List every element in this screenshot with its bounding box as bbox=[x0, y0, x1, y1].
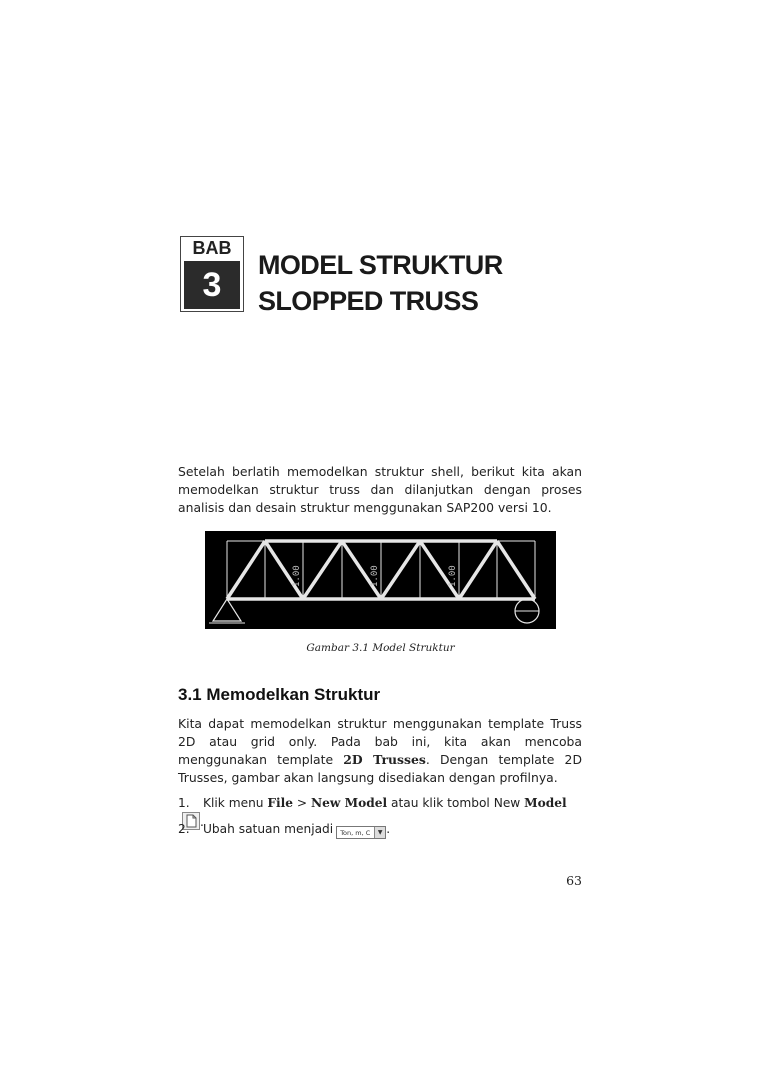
section-heading: 3.1 Memodelkan Struktur bbox=[178, 685, 381, 704]
member-label: 1.00 bbox=[448, 565, 458, 587]
step-text: atau klik tombol New bbox=[387, 796, 525, 810]
step-text: Klik menu bbox=[203, 796, 268, 810]
diagonal-member bbox=[497, 541, 535, 599]
member-label: 1.00 bbox=[292, 565, 302, 587]
unit-select-value: Ton, m, C bbox=[340, 829, 371, 837]
step-text: Ubah satuan menjadi bbox=[203, 822, 334, 836]
new-model-ref: New Model bbox=[311, 796, 388, 810]
step-number: 2. bbox=[178, 822, 190, 836]
section-paragraph-text: Kita dapat memodelkan struktur menggunakan template Truss 2D atau grid only. Pada bab ini, kita akan mencoba menggunakan template bbox=[178, 716, 582, 767]
intro-paragraph: Setelah berlatih memodelkan struktur shell, berikut kita akan memodelkan struktur truss dan dilanjutkan dengan proses analisis dan desain struktur menggunakan SAP200 versi 10. bbox=[178, 464, 582, 515]
page-number: 63 bbox=[566, 873, 582, 888]
section-paragraph bbox=[178, 715, 582, 787]
chapter-title-line-1: MODEL STRUKTUR bbox=[258, 250, 503, 280]
chapter-badge bbox=[180, 236, 244, 312]
step-2 bbox=[178, 820, 582, 839]
chevron-down-icon: ▼ bbox=[374, 827, 385, 838]
chapter-title bbox=[258, 247, 503, 319]
truss-model-figure bbox=[205, 531, 556, 629]
diagonal-member bbox=[381, 541, 420, 599]
template-name: 2D Trusses bbox=[343, 752, 426, 767]
step-number: 1. bbox=[178, 796, 190, 810]
file-menu-ref: File bbox=[267, 796, 294, 810]
pin-support-left bbox=[213, 599, 241, 621]
chapter-badge-number: 3 bbox=[184, 261, 240, 309]
diagonal-member bbox=[227, 541, 265, 599]
figure-caption: Gambar 3.1 Model Struktur bbox=[306, 642, 455, 654]
diagonal-member bbox=[303, 541, 342, 599]
menu-separator: > bbox=[293, 796, 312, 810]
section-paragraph-text-end: . Dengan template 2D Trusses, gambar akan langsung disediakan dengan profilnya. bbox=[178, 752, 582, 785]
chapter-badge-label: BAB bbox=[192, 238, 232, 258]
member-label: 1.00 bbox=[370, 565, 380, 587]
model-ref: Model bbox=[524, 796, 567, 810]
unit-select bbox=[336, 826, 386, 839]
chapter-title-line-2: SLOPPED TRUSS bbox=[258, 286, 479, 316]
diagonal-member bbox=[459, 541, 497, 599]
step-end: . bbox=[386, 822, 391, 836]
step-end: . bbox=[200, 815, 204, 829]
truss-diagram bbox=[205, 531, 556, 629]
